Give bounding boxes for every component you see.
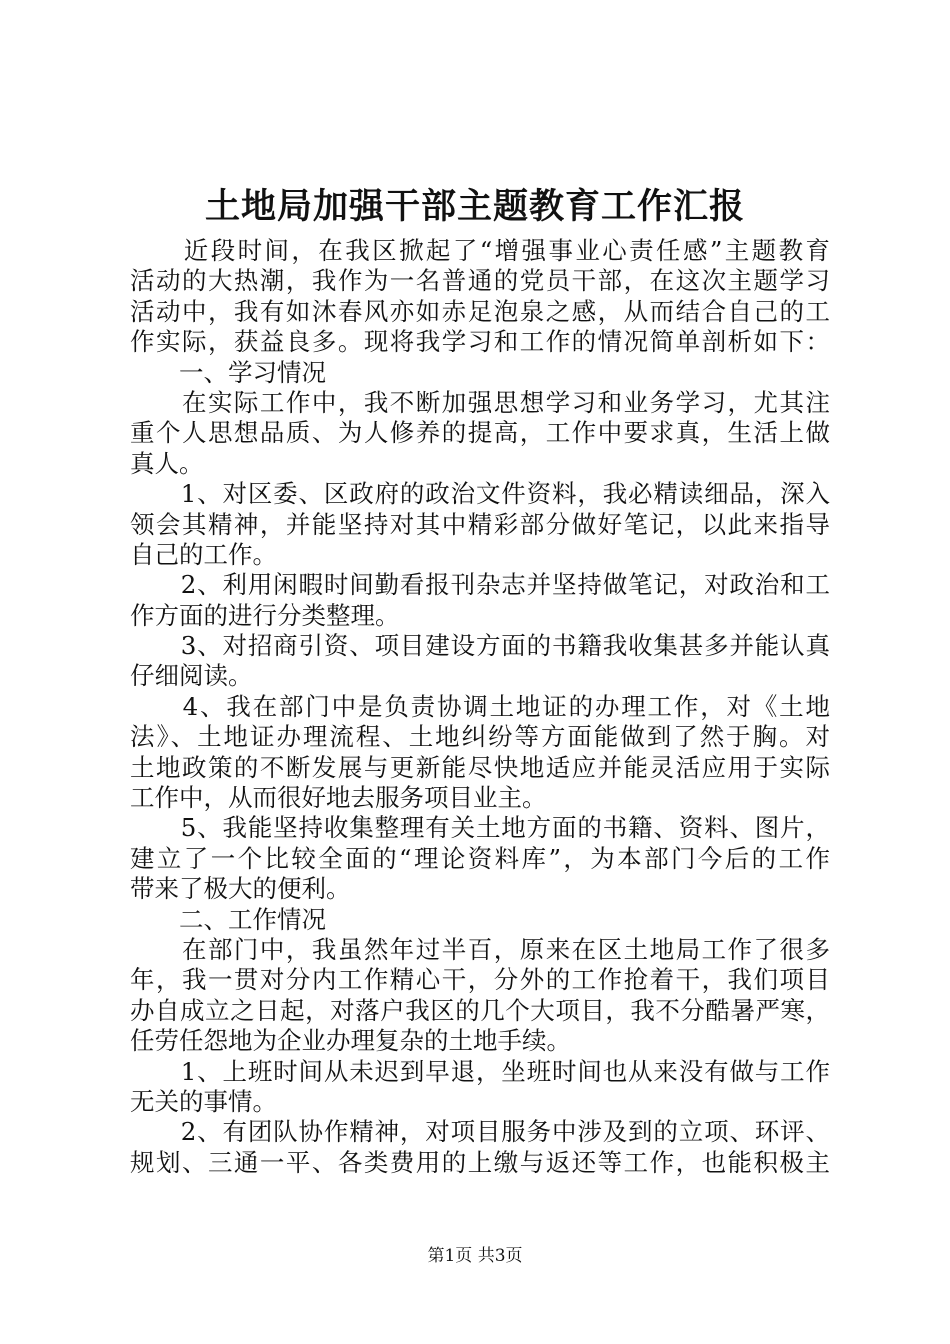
- text-line: 2、有团队协作精神，对项目服务中涉及到的立项、环评、: [130, 1117, 830, 1147]
- text-line: 1、对区委、区政府的政治文件资料，我必精读细品，深入: [130, 479, 830, 509]
- text-line: 工作中，从而很好地去服务项目业主。: [130, 783, 547, 813]
- text-line: 作方面的进行分类整理。: [130, 600, 400, 630]
- text-line: 年，我一贯对分内工作精心干，分外的工作抢着干，我们项目: [130, 965, 830, 995]
- document-body: [130, 236, 830, 1178]
- text-line: 4、我在部门中是负责协调土地证的办理工作，对《土地: [130, 691, 830, 721]
- text-line: 活动的大热潮，我作为一名普通的党员干部，在这次主题学习: [130, 266, 830, 296]
- text-line: 自己的工作。: [130, 539, 277, 569]
- text-line: 土地政策的不断发展与更新能尽快地适应并能灵活应用于实际: [130, 752, 830, 782]
- text-line: 领会其精神，并能坚持对其中精彩部分做好笔记，以此来指导: [130, 509, 830, 539]
- text-line: 建立了一个比较全面的“理论资料库”，为本部门今后的工作: [130, 843, 830, 873]
- text-line: 近段时间，在我区掀起了“增强事业心责任感”主题教育: [130, 236, 830, 265]
- text-line: 2、利用闲暇时间勤看报刊杂志并坚持做笔记，对政治和工: [130, 570, 830, 600]
- text-line: 3、对招商引资、项目建设方面的书籍我收集甚多并能认真: [130, 631, 830, 661]
- text-line: 5、我能坚持收集整理有关土地方面的书籍、资料、图片，: [130, 813, 830, 843]
- text-line: 1、上班时间从未迟到早退，坐班时间也从来没有做与工作: [130, 1056, 830, 1086]
- text-line: 仔细阅读。: [130, 661, 253, 691]
- text-line: 带来了极大的便利。: [130, 874, 351, 904]
- text-line: 法》、土地证办理流程、土地纠纷等方面能做到了然于胸。对: [130, 722, 830, 752]
- text-line: 重个人思想品质、为人修养的提高，工作中要求真，生活上做: [130, 418, 830, 448]
- text-line: 在部门中，我虽然年过半百，原来在区土地局工作了很多: [130, 934, 830, 964]
- text-line: 任劳任怨地为企业办理复杂的土地手续。: [130, 1026, 571, 1056]
- section-heading: 二、工作情况: [130, 904, 326, 934]
- text-line: 活动中，我有如沐春风亦如赤足泡泉之感，从而结合自己的工: [130, 296, 830, 326]
- text-line: 作实际，获益良多。现将我学习和工作的情况简单剖析如下：: [130, 327, 830, 357]
- document-title: 土地局加强干部主题教育工作汇报: [204, 186, 745, 227]
- text-line: 办自成立之日起，对落户我区的几个大项目，我不分酷暑严寒，: [130, 995, 830, 1025]
- section-heading: 一、学习情况: [130, 357, 326, 387]
- text-line: 在实际工作中，我不断加强思想学习和业务学习，尤其注: [130, 387, 830, 417]
- text-line: 规划、三通一平、各类费用的上缴与返还等工作，也能积极主: [130, 1147, 830, 1177]
- text-line: 无关的事情。: [130, 1086, 277, 1116]
- page-number-footer: 第1页 共3页: [427, 1246, 523, 1266]
- text-line: 真人。: [130, 448, 204, 478]
